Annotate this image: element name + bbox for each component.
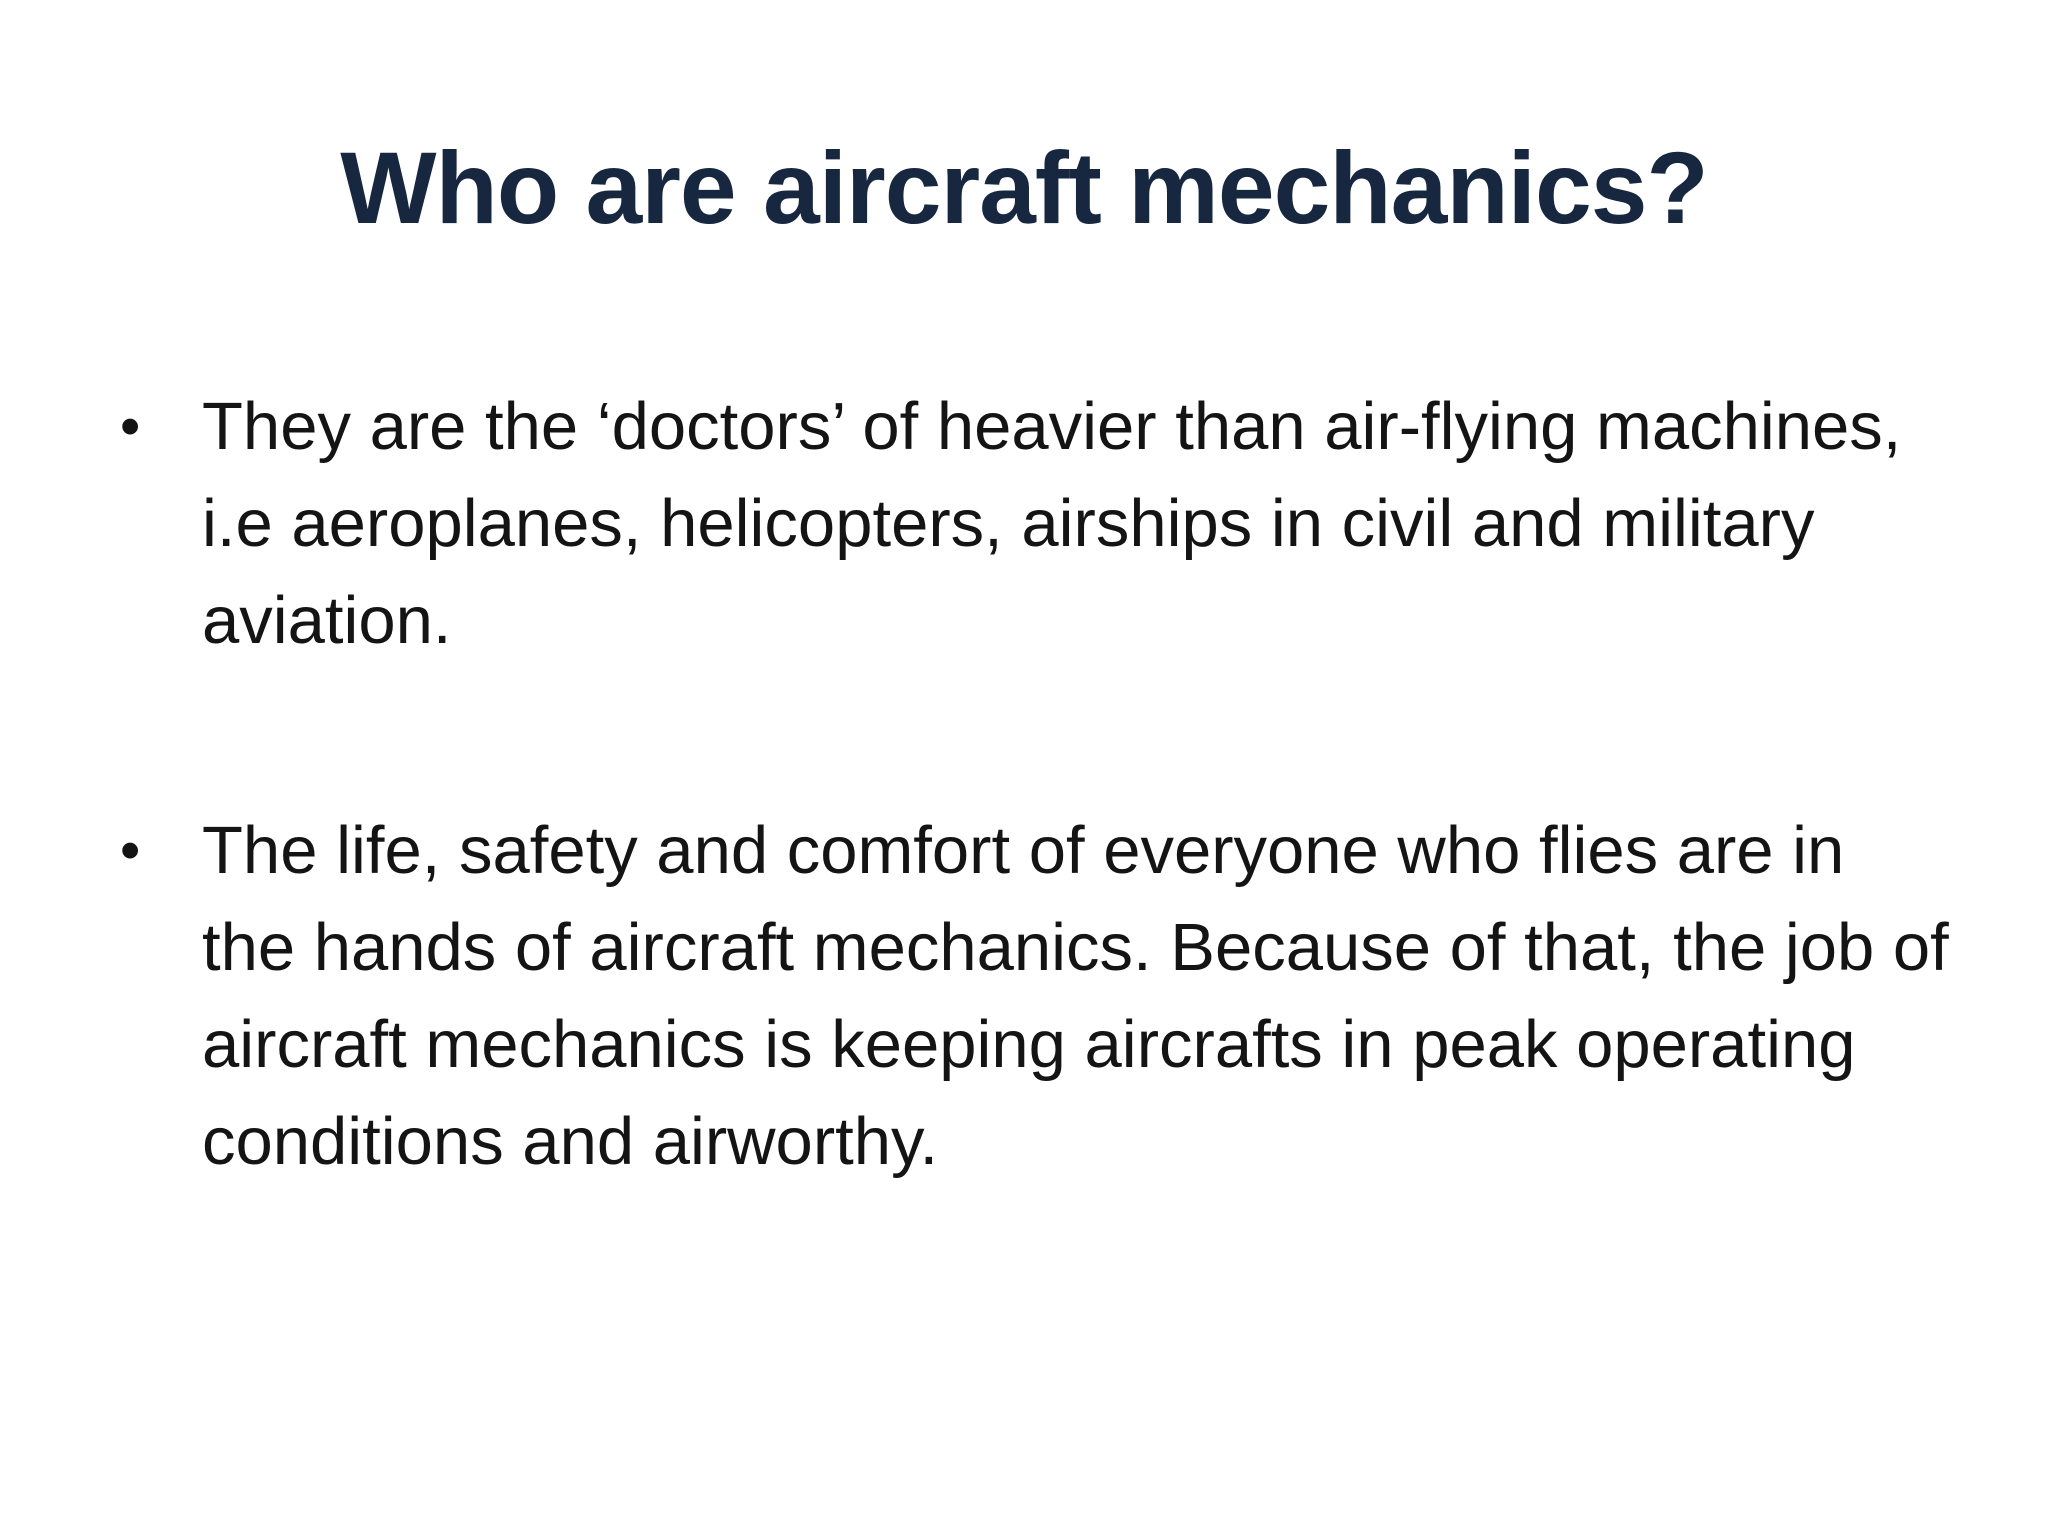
bullet-list [120,378,1950,1190]
bullet-text: The life, safety and comfort of everyone who flies are in the hands of aircraft mechanics. Because of that, the job of aircraft mechanics is keeping aircrafts in peak operating conditions and airworthy. [202,813,1949,1179]
bullet-item [120,802,1950,1190]
bullet-text: They are the ‘doctors’ of heavier than air-flying machines, i.e aeroplanes, helicopters, airships in civil and military aviation. [202,389,1902,658]
bullet-item [120,378,1950,669]
bullet-marker: • [120,818,141,883]
bullet-marker: • [120,394,141,459]
slide-title: Who are aircraft mechanics? [340,131,1708,245]
